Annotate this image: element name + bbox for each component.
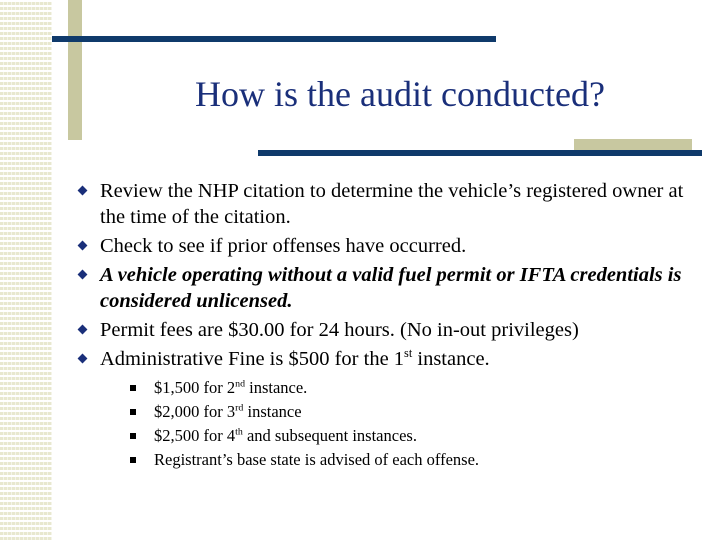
bullet-text: Review the NHP citation to determine the vehicle’s registered owner at the time of the citation. [100, 180, 684, 228]
fine-text: Administrative Fine is $500 for the 1 [100, 348, 405, 370]
sub-bullet-list [130, 376, 707, 472]
sub-bullet-text-end: instance [243, 402, 302, 421]
sub-bullet-item [130, 424, 707, 448]
ordinal-suffix: nd [235, 378, 245, 390]
diamond-bullet-icon [78, 354, 88, 364]
diamond-bullet-icon [78, 325, 88, 335]
sub-bullet-text-end: instance. [245, 378, 308, 397]
bullet-item [77, 178, 707, 230]
bullet-item-fine [77, 346, 707, 472]
sub-bullet-item [130, 448, 707, 472]
decorative-bar-top [52, 36, 496, 42]
decorative-stripes-overlay [0, 0, 52, 540]
sub-bullet-text: Registrant’s base state is advised of each offense. [154, 450, 480, 469]
square-bullet-icon [130, 409, 136, 415]
bullet-text: A vehicle operating without a valid fuel permit or IFTA credentials is considered unlicensed. [100, 264, 682, 312]
square-bullet-icon [130, 433, 136, 439]
bullet-text: Permit fees are $30.00 for 24 hours. (No in-out privileges) [100, 319, 579, 341]
ordinal-suffix: st [404, 346, 413, 361]
diamond-bullet-icon [78, 186, 88, 196]
bullet-item-emphasis [77, 262, 707, 314]
decorative-bar-middle [258, 150, 702, 156]
sub-bullet-text: $1,500 for 2 [154, 378, 236, 397]
sub-bullet-text-end: and subsequent instances. [242, 426, 417, 445]
slide-title: How is the audit conducted? [195, 74, 605, 114]
bullet-text: Check to see if prior offenses have occurred. [100, 235, 467, 257]
square-bullet-icon [130, 385, 136, 391]
bullet-list [77, 178, 707, 475]
bullet-item [77, 233, 707, 259]
ordinal-suffix: th [235, 426, 243, 438]
bullet-text [100, 348, 490, 370]
sub-bullet-text: $2,500 for 4 [154, 426, 236, 445]
square-bullet-icon [130, 457, 136, 463]
sub-bullet-item [130, 376, 707, 400]
ordinal-suffix: rd [235, 402, 244, 414]
bullet-item [77, 317, 707, 343]
sub-bullet-item [130, 400, 707, 424]
sub-bullet-text: $2,000 for 3 [154, 402, 236, 421]
diamond-bullet-icon [78, 241, 88, 251]
fine-text-end: instance. [412, 348, 490, 370]
diamond-bullet-icon [78, 270, 88, 280]
decorative-tan-block-vertical [68, 0, 82, 140]
